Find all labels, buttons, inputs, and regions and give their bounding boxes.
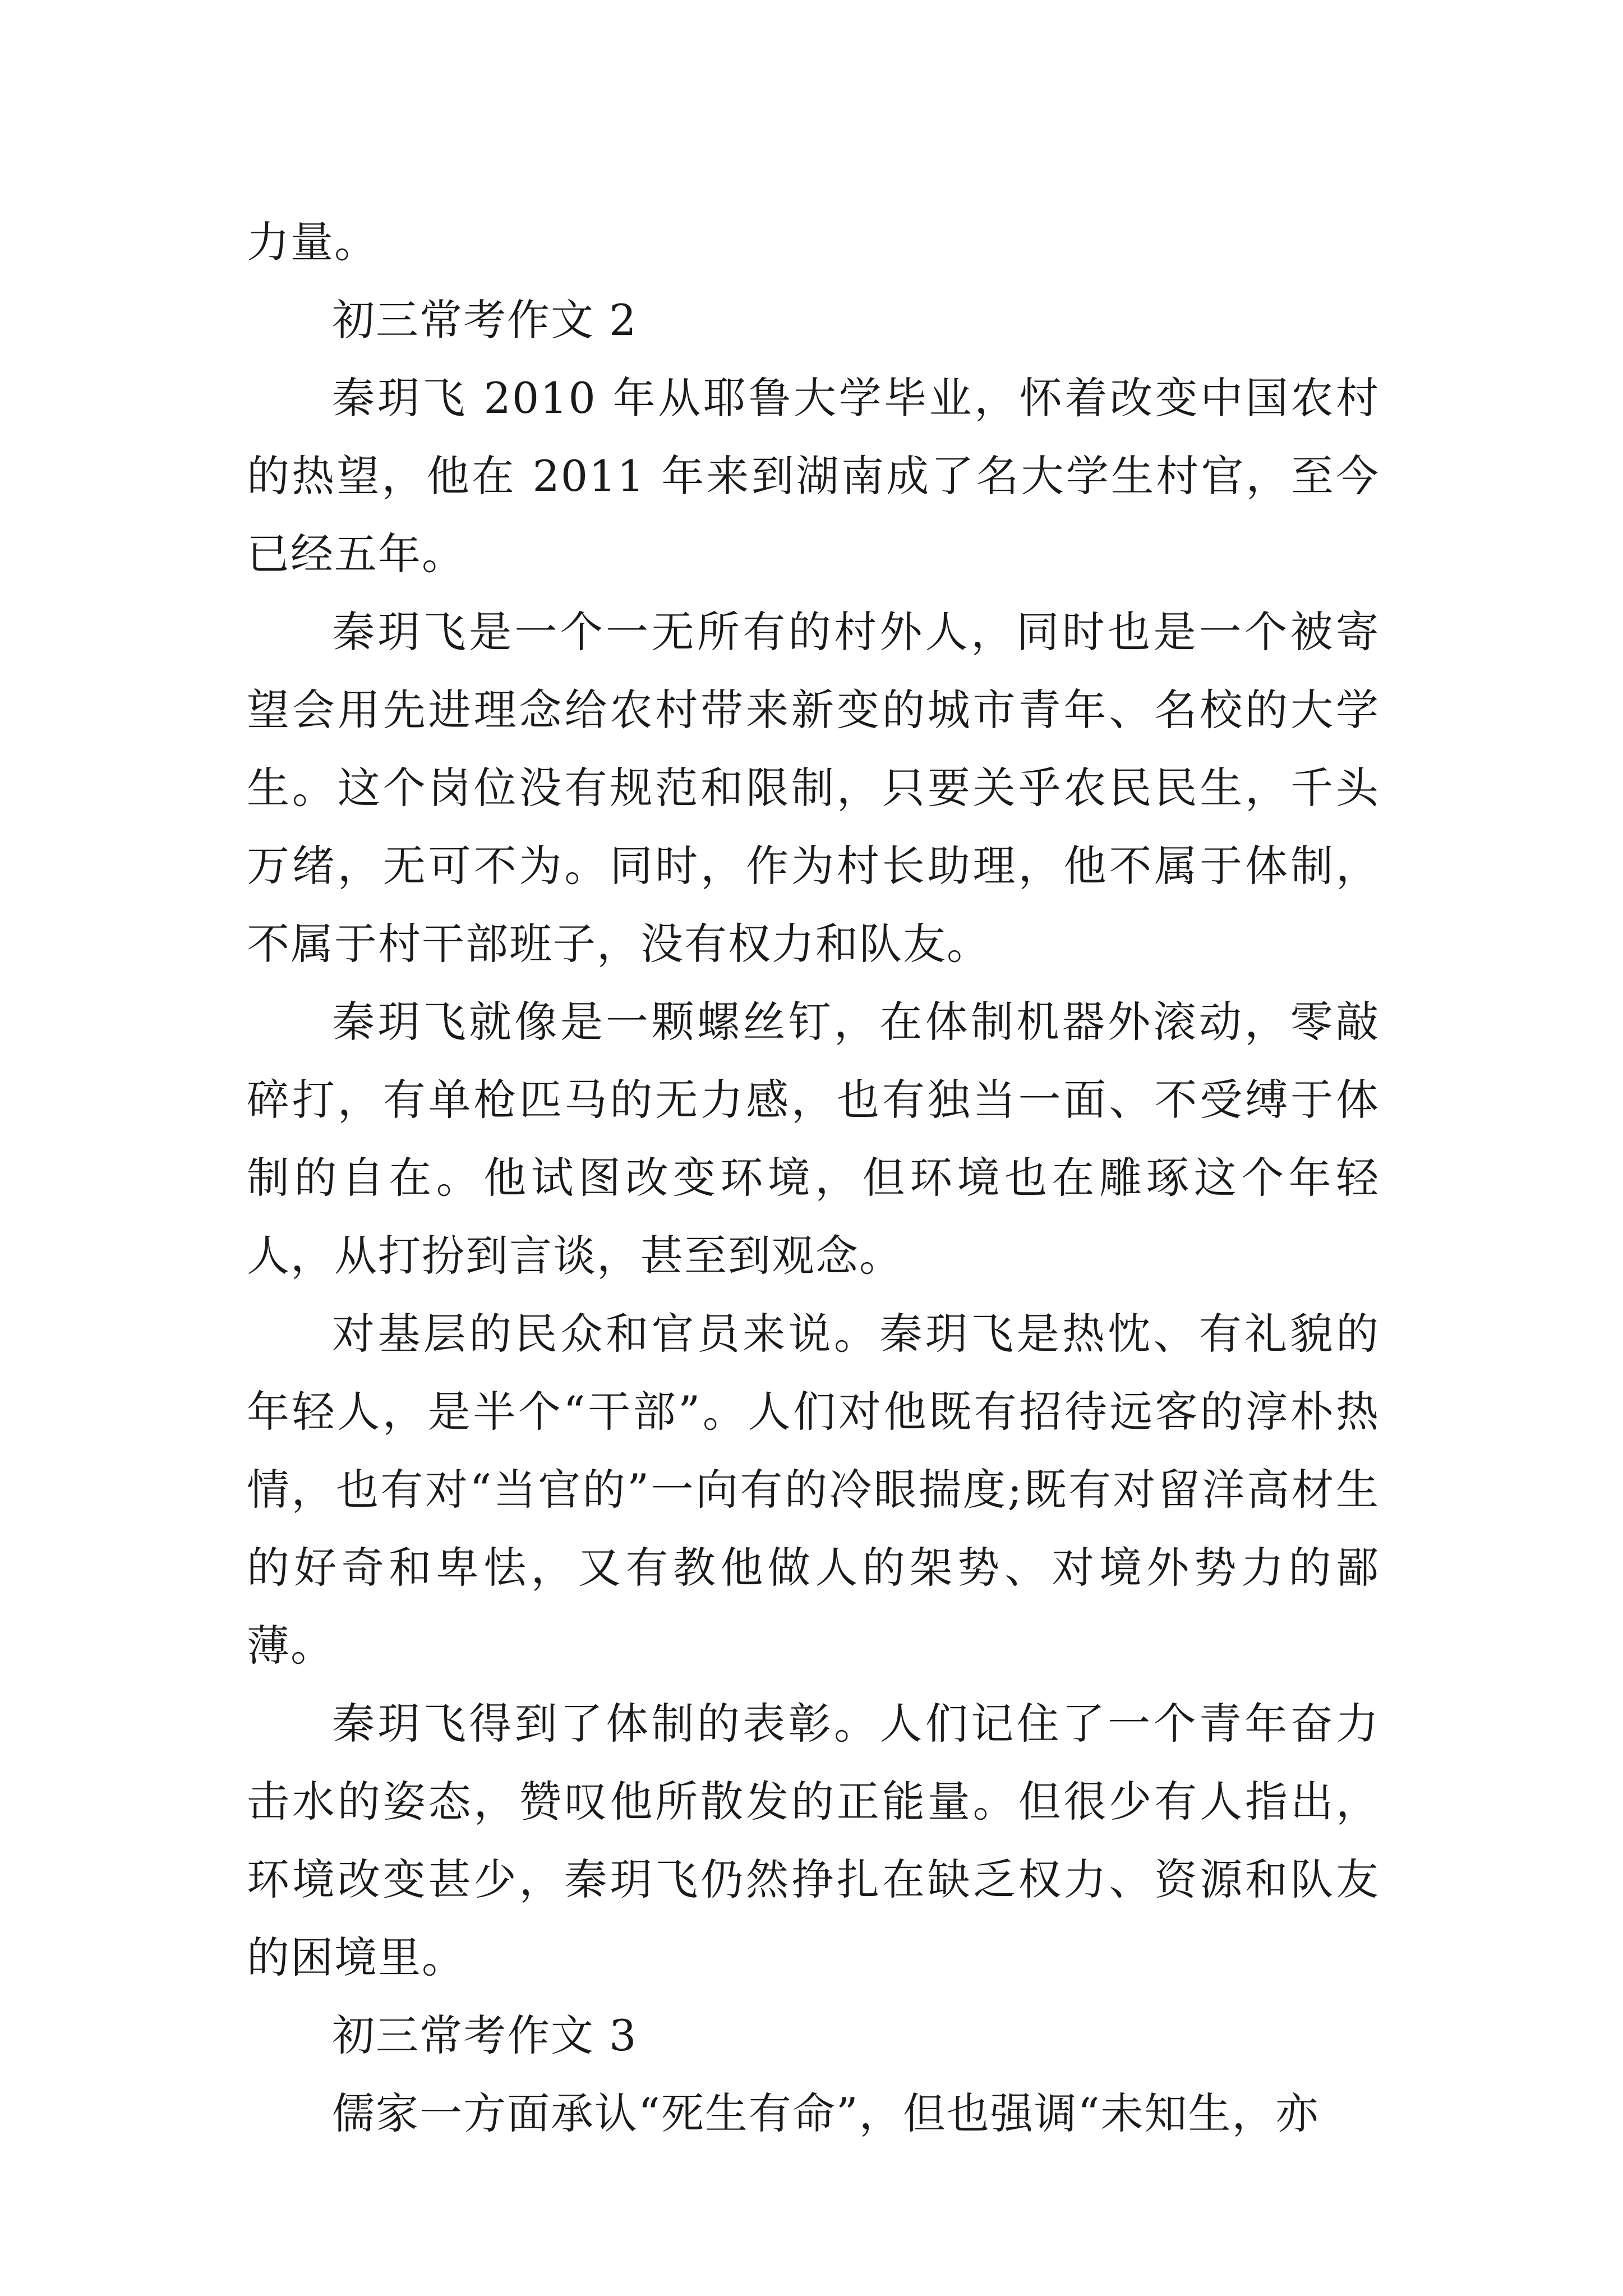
essay-heading-3: 初三常考作文 3 <box>332 2010 638 2060</box>
paragraph: 秦玥飞就像是一颗螺丝钉，在体制机器外滚动，零敲碎打，有单枪匹马的无力感，也有独当一面、不受缚于体制的自在。他试图改变环境，但环境也在雕琢这个年轻人，从打扮到言谈，甚至到观念。 <box>247 997 1380 1281</box>
paragraph: 对基层的民众和官员来说。秦玥飞是热忱、有礼貌的年轻人，是半个“干部”。人们对他既有招待远客的淳朴热情，也有对“当官的”一向有的冷眼揣度;既有对留洋高材生的好奇和卑怯，又有教他做人的架势、对境外势力的鄙薄。 <box>247 1309 1380 1671</box>
document-body <box>247 203 1380 2152</box>
paragraph: 秦玥飞 2010 年从耶鲁大学毕业，怀着改变中国农村的热望，他在 2011 年来到湖南成了名大学生村官，至今已经五年。 <box>247 373 1380 579</box>
paragraph: 秦玥飞是一个一无所有的村外人，同时也是一个被寄望会用先进理念给农村带来新变的城市青年、名校的大学生。这个岗位没有规范和限制，只要关乎农民民生，千头万绪，无可不为。同时，作为村长助理，他不属于体制，不属于村干部班子，没有权力和队友。 <box>247 607 1380 969</box>
paragraph-continuation: 力量。 <box>247 217 378 267</box>
paragraph: 秦玥飞得到了体制的表彰。人们记住了一个青年奋力击水的姿态，赞叹他所散发的正能量。但很少有人指出，环境改变甚少，秦玥飞仍然挣扎在缺乏权力、资源和队友的困境里。 <box>247 1699 1380 1982</box>
paragraph: 儒家一方面承认“死生有命”，但也强调“未知生，亦 <box>332 2088 1320 2138</box>
essay-heading-2: 初三常考作文 2 <box>332 295 638 345</box>
